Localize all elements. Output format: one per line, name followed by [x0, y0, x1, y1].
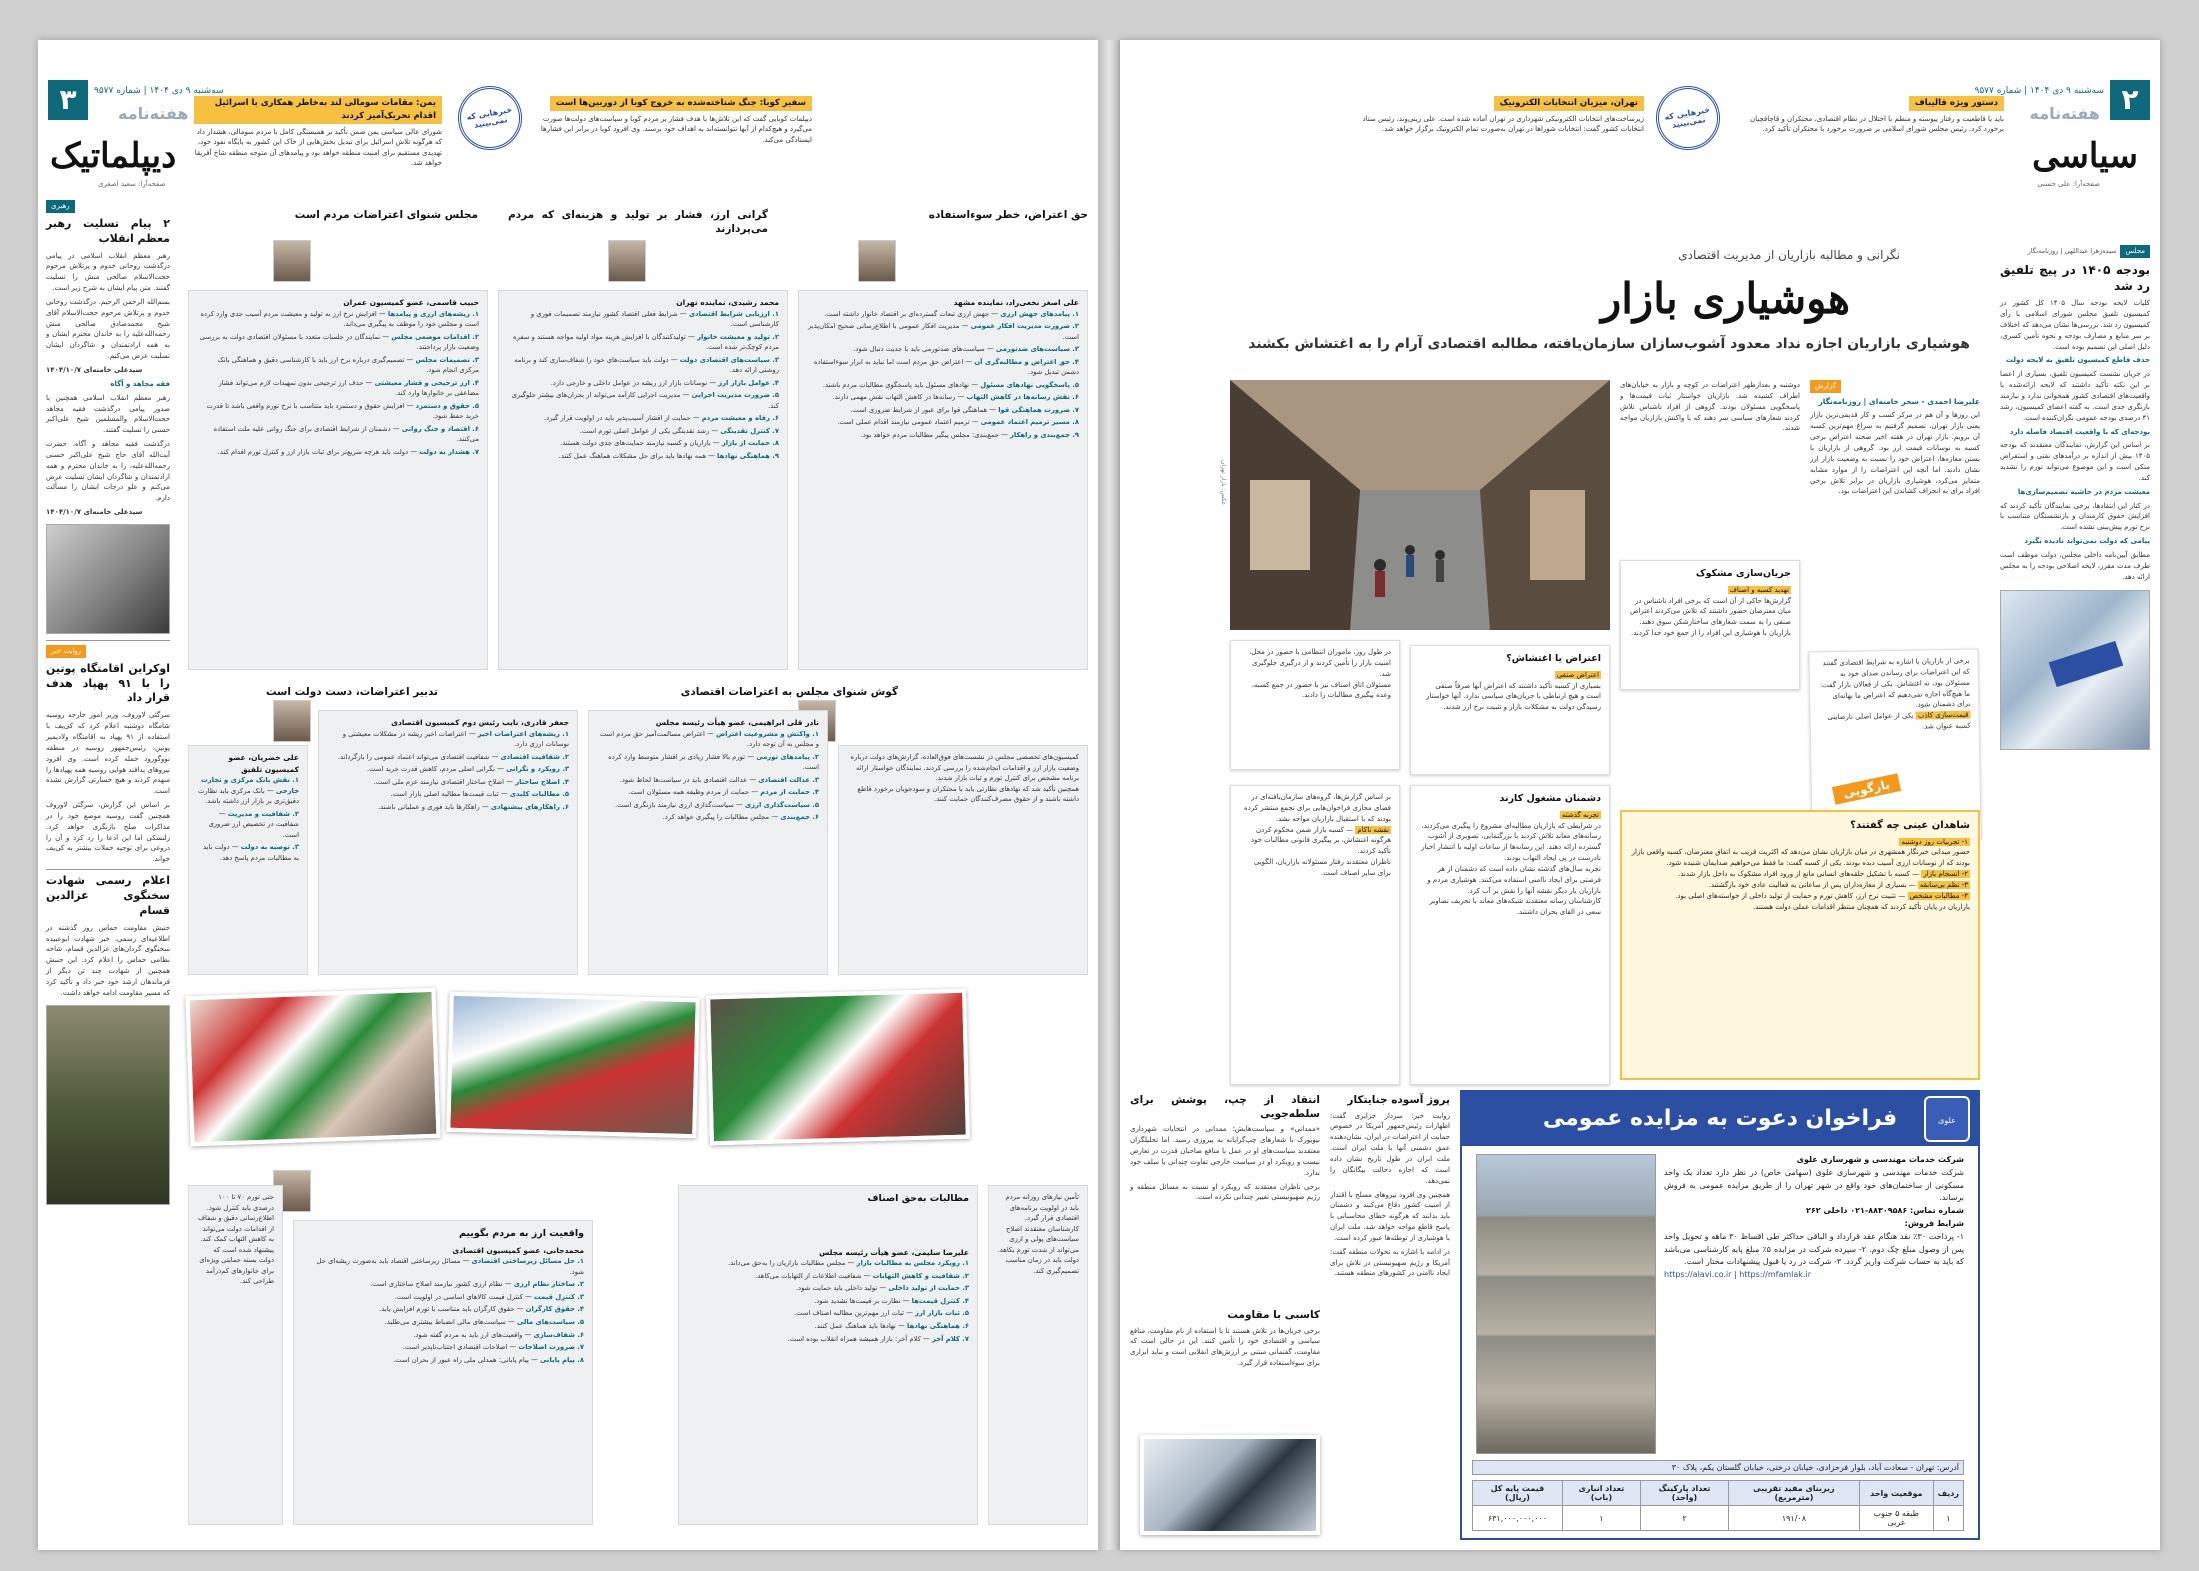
- headline-deck: هوشیاری بازاریان اجازه نداد معدود آشوب‌سازان سازمان‌یافته، مطالبه اقتصادی آرام را به اغتشاش بکشند: [1248, 336, 1970, 352]
- sidebar-title: اعلام رسمی شهادت سخنگوی عزالدین قسام: [46, 874, 170, 917]
- avatar: [273, 700, 311, 742]
- sidebar-paragraph: درگذشت فقیه مجاهد و آگاه، حضرت آیت‌الله آقای حاج شیخ علی‌اکبر حسنی رحمه‌الله‌علیه، را به خاندان محترم و همه ارادتمندان و شاگردان ایشان تسلیت عرض می‌کنم و علو درجات ایشان را مسألت دارم.: [46, 440, 170, 503]
- avatar: [273, 240, 311, 282]
- panel-item: ۳. حمایت از تولید داخلی — تولید داخلی باید حمایت شود.: [795, 1284, 969, 1293]
- table-cell: ۲: [1640, 1506, 1728, 1531]
- panel-mp-jani: [293, 1220, 593, 1525]
- stamp-icon: خبرهایی که نمی‌بینید: [1651, 81, 1725, 155]
- headline-kicker: نگرانی و مطالبه بازاریان از مدیریت اقتصادی: [1678, 248, 1900, 262]
- report-tag: گزارش: [1810, 380, 1841, 393]
- folder-icon: [2049, 641, 2124, 687]
- rally-photo: [706, 989, 970, 1146]
- panel-item: ۱. ریشه‌های ارزی و پیامدها — افزایش نرخ ارز به تولید و معیشت مردم آسیب جدی وارد کرده است و مجلس خود را موظف به پیگیری می‌داند.: [200, 309, 479, 329]
- table-header-row: [1473, 1481, 1964, 1506]
- panel-item: ۷. کلام آخر — کلام آخر: بازار همیشه همراه انقلاب بوده است.: [787, 1334, 969, 1343]
- column-body: «ممدانی» و سیاست‌هایش؛ ممدانی در انتخابات شهرداری نیویورک با شعارهای چپ‌گرایانه به پیروزی رسید. اما تحلیلگران معتقدند سیاست‌های او در عمل با منافع صاحبان قدرت در تعارض نیست و رویکرد او در سیاست خارجی تفاوت چندانی با سلف خود ندارد.: [1130, 1125, 1320, 1177]
- panel-misc: تأمین نیازهای روزانه مردم باید در اولویت برنامه‌های اقتصادی قرار گیرد. کارشناسان معتقدند اصلاح سیاست‌های پولی و ارزی می‌تواند از شدت تورم بکاهد. دولت باید در زمان مناسب تصمیم‌گیری کند.: [988, 1185, 1088, 1525]
- table-cell: ۱: [1562, 1506, 1640, 1531]
- strip-title: یمن: مقامات سومالی لند به‌خاطر همکاری با اسرائیل اقدام تحریک‌آمیز کردند: [194, 96, 442, 124]
- signature: سیدعلی خامنه‌ای ۱۴۰۴/۱۰/۷: [46, 365, 143, 374]
- mp-name: حبیب قاسمی، عضو کمیسیون عمران: [343, 298, 479, 307]
- bazaar-illustration: [1230, 380, 1610, 630]
- table-row: [1473, 1506, 1964, 1531]
- tender-table: [1472, 1480, 1964, 1531]
- strip-body: دیپلمات کوبایی گفت که این تلاش‌ها با هدف فشار بر مردم کوبا و سیاست‌های دولت‌ها صورت می‌گیرد و هیچ‌کدام از آنها نتوانسته‌اند به اهداف خود برسند. وی افزود کوبا در برابر این فشارها ایستادگی می‌کند.: [540, 114, 812, 144]
- section-brand: سیاسی: [2032, 136, 2138, 176]
- rally-photo: [446, 992, 700, 1138]
- right-page-sidebar: [1990, 245, 2160, 1125]
- headline-col-2b: [188, 682, 438, 706]
- author: علیرضا احمدی - سحر خامنه‌ای: [1868, 396, 1980, 406]
- sidebar-subtitle: پیامی که دولت نمی‌تواند نادیده بگیرد: [2024, 537, 2150, 546]
- rally-photo: [185, 988, 440, 1147]
- panel-item: ۴. عوامل بازار ارز — نوسانات بازار ارز ریشه در عوامل داخلی و خارجی دارد.: [550, 378, 779, 387]
- logo-small: هفته‌نامه: [2029, 104, 2100, 123]
- ad-terms-title: شرایط فروش:: [1904, 1218, 1964, 1228]
- panel-item: ۶. جمع‌بندی — مجلس مطالبات را پیگیری خواهد کرد.: [662, 813, 819, 822]
- panel-item: ۶. اقتصاد و جنگ روانی — دشمنان از شرایط اقتصادی برای جنگ روانی علیه ملت استفاده می‌کنند.: [213, 424, 479, 444]
- note-title: جریان‌سازی مشکوک: [1695, 568, 1791, 579]
- sidebar-paragraph: مطابق آیین‌نامه داخلی مجلس، دولت موظف است ظرف مدت مقرر، لایحه اصلاحی بودجه را به مجلس ارائه دهد.: [2000, 550, 2150, 581]
- ribbon-label: بازگویی: [1832, 773, 1901, 805]
- panel-title: مطالبات به‌حق اصناف: [867, 1193, 969, 1204]
- avatar: [858, 240, 896, 282]
- left-page-sidebar: [38, 200, 178, 1550]
- note-body: حضور میدانی خبرنگار همشهری در میان بازاریان نشان می‌دهد که اکثریت قریب به اتفاق معترضان، کسبه واقعی بازار بودند که از نوسانات ارزی آسیب دیده بودند. یکی از کسبه گفت: ما فقط می‌خواهیم صدایمان شنیده شود.: [1631, 848, 1970, 868]
- building-photo: [1476, 1154, 1656, 1454]
- headline-col-1b: [598, 682, 898, 706]
- date-line: سه‌شنبه ۹ دی ۱۴۰۴ | شماره ۹۵۷۷: [1974, 86, 2104, 96]
- page-three: [38, 40, 1098, 1550]
- note-body: بسیاری از کسبه تأکید داشتند که اعتراض آنها صرفاً صنفی است و هیچ ارتباطی با جریان‌های سیاسی ندارد. آنها خواستار رسیدگی دولت به مشکلات بازار و تثبیت نرخ ارز شدند.: [1426, 681, 1601, 712]
- panel-item: ۶. رفاه و معیشت مردم — حمایت از اقشار آسیب‌پذیر باید در اولویت قرار گیرد.: [544, 414, 779, 423]
- panel-item: ۳. رویکرد و نگرانی — نگرانی اصلی مردم، کاهش قدرت خرید است.: [366, 765, 569, 774]
- sidebar-paragraph: در جریان نشست کمیسیون تلفیق، بسیاری از اعضا بر این نکته تأکید داشتند که لایحه ارائه‌شده با واقعیت‌های اقتصادی کشور همخوانی ندارد و نیازمند بازنگری جدی است. به گفته اعضای کمیسیون، رشد ۴۱ درصدی بودجه عمومی نگران‌کننده است.: [2000, 370, 2150, 422]
- panel-item: ۳. توصیه به دولت — دولت باید به مطالبات مردم پاسخ دهد.: [202, 843, 299, 862]
- strip-title: تهران، میزبان انتخابات الکترونیک: [1494, 96, 1644, 111]
- panel-item: ۵. سیاست‌های مالی — سیاست‌های مالی انضباط بیشتری می‌طلبد.: [384, 1318, 584, 1326]
- main-headline: هوشیاری بازار: [1600, 274, 1850, 323]
- page-number-badge: ۲: [2110, 80, 2150, 120]
- ad-intro: شرکت خدمات مهندسی و شهرسازی علوی (سهامی خاص) در نظر دارد تعداد یک واحد مسکونی از ساختمان‌های خود واقع در شهر تهران را از طریق مزایده عمومی به فروش برساند.: [1664, 1167, 1964, 1203]
- note-panel: برخی از بازاریان با اشاره به شرایط اقتصادی گفتند که این اعتراضات برای رساندن صدای خود به مسئولان بود، نه اغتشاش. یکی از فعالان بازار گفت: ما هیچ‌گاه اجازه نمی‌دهیم که اعتراض ما بهانه‌ای برای دشمنان شود. قیمت‌سازی کاذب یکی از عوامل اصلی نارضایتی کسبه عنوان شد.: [1808, 649, 1981, 842]
- panel-item: ۳. سیاست‌های اقتصادی دولت — دولت باید سیاست‌های خود را شفاف‌سازی کند و برنامه روشنی ارائه دهد.: [514, 355, 779, 375]
- lead-paragraph: این روزها و آن هم در مرکز کسب و کار قدیمی‌ترین بازار یعنی بازار تهران، تصمیم گرفتیم به سراغ مهم‌ترین کسبه آن برویم. بازار تهران در هفته اخیر صحنه اعتراض برخی کسبه به نوسانات قیمت ارز بود. گروهی از بازاریان با بستن مغازه‌ها، اعتراض خود را نسبت به وضعیت بازار ارز نشان دادند. اما آنچه این اعتراضات را از موارد مشابه متمایز می‌کرد، هوشیاری بازاریان در برابر تلاش برخی افراد برای به انحراف کشاندن این اعتراضات بود.: [1810, 411, 1980, 496]
- sidebar-paragraph: بر اساس این گزارش، نمایندگان معتقدند که بودجه ۱۴۰۵ بیش از اندازه بر درآمدهای نفتی و استقراض متکی است و این موضوع می‌تواند تورم را تشدید کند.: [2000, 441, 2150, 482]
- panel-item: ۵. سیاست‌گذاری ارزی — سیاست‌گذاری ارزی نیازمند بازنگری است.: [614, 800, 819, 809]
- ad-title: فراخوان دعوت به مزایده عمومی: [1462, 1092, 1978, 1146]
- ad-company: شرکت خدمات مهندسی و شهرسازی علوی: [1796, 1155, 1964, 1164]
- table-header: تعداد انباری (باب): [1562, 1481, 1640, 1506]
- panel-item: ۲. تولید و معیشت خانوار — تولیدکنندگان با افزایش هزینه مواد اولیه مواجه هستند و سفره مردم کوچک‌تر شده است.: [513, 332, 779, 352]
- mp-name: علی خضریان، عضو کمیسیون تلفیق: [228, 753, 299, 774]
- mp-name: علی اصغر نخعی‌راد، نماینده مشهد: [953, 298, 1079, 307]
- headline-col-2: [508, 205, 768, 235]
- sidebar-paragraph: رهبر معظم انقلاب اسلامی همچنین با صدور پیامی درگذشت فقیه مجاهد حجت‌الاسلام والمسلمین شیخ علی‌اکبر حسنی را تسلیت گفتند.: [46, 393, 170, 435]
- panel-mp-ebrahimi: [588, 710, 828, 975]
- lead-paragraph: دوشنبه و بعدازظهر اعتراضات در کوچه و بازار به خیابان‌های اطراف کشیده شد. بازاریان خواستار ثبات قیمت‌ها و پاسخگویی مسئولان بودند. گروهی از افراد ناشناس تلاش کردند شعارهای سیاسی سر دهند که با واکنش بازاریان مواجه شدند.: [1620, 381, 1800, 433]
- strip-news-election: [1340, 92, 1650, 172]
- lead-column: گزارش علیرضا احمدی - سحر خامنه‌ای | روزنامه‌نگار این روزها و آن هم در مرکز کسب و کار قدیمی‌ترین بازار یعنی بازار تهران، تصمیم گرفتیم به سراغ مهم‌ترین کسبه آن برویم. بازار تهران در هفته اخیر صحنه اعتراض برخی کسبه به نوسانات قیمت ارز بود. گروهی از بازاریان با بستن مغازه‌ها، اعتراض خود را نسبت به وضعیت بازار ارز نشان دادند. اما آنچه این اعتراضات را از موارد مشابه متمایز می‌کرد، هوشیاری بازاریان در برابر تلاش برخی افراد برای به انحراف کشاندن این اعتراضات بود.: [1810, 382, 1980, 496]
- sidebar-tag: روایت خبر: [46, 645, 86, 658]
- panel-item: ۲. شفافیت و کاهش التهابات — شفافیت اطلاعات از التهابات می‌کاهد.: [755, 1271, 969, 1280]
- table-header: ردیف: [1933, 1481, 1963, 1506]
- bottom-column-left-criticism: انتقاد از چپ، پوشش برای سلطه‌جویی «ممدانی» و سیاست‌هایش؛ ممدانی در انتخابات شهرداری نیویورک با شعارهای چپ‌گرایانه به پیروزی رسید. اما تحلیلگران معتقدند سیاست‌های او در عمل با منافع صاحبان قدرت در تعارض نیست و رویکرد او در سیاست خارجی تفاوت چندانی با سلف خود ندارد. برخی ناظران معتقدند که رویکرد او نسبت به مسائل منطقه و رژیم صهیونیستی تغییر چندانی نکرده است.: [1130, 1094, 1320, 1202]
- panel-item: ۳. سیاست‌های ضدتورمی — سیاست‌های ضدتورمی باید با جدیت دنبال شود.: [853, 345, 1079, 354]
- panel-item: ۴. ارز ترجیحی و فشار معیشتی — حذف ارز ترجیحی بدون تمهیدات لازم می‌تواند فشار مضاعفی بر خانوارها وارد کند.: [218, 378, 479, 398]
- ad-address: آدرس: تهران - سعادت آباد، بلوار فرحزادی، خیابان درختی، خیابان گلستان یکم، پلاک ۳۰: [1472, 1460, 1964, 1475]
- panel-item: ۲. شفافیت و مدیریت — شفافیت در تخصیص ارز ضروری است.: [208, 809, 299, 839]
- note-panel: در طول روز، ماموران انتظامی با حضور در محل، امنیت بازار را تأمین کردند و از درگیری جلوگیری شد. مسئولان اتاق اصناف نیز با حضور در جمع کسبه، وعده پیگیری مطالبات را دادند.: [1230, 640, 1400, 770]
- lead-column-2: [1620, 380, 1800, 540]
- panel-item: ۲. شفافیت اقتصادی — شفافیت اقتصادی می‌تواند اعتماد عمومی را بازگرداند.: [337, 752, 569, 761]
- mp-name: محمد رشیدی، نماینده تهران: [676, 298, 779, 307]
- spokesman-photo: [46, 1005, 170, 1205]
- column-headline: مجلس شنوای اعتراضات مردم است: [294, 209, 478, 221]
- panel-item: ۲. ساختار نظام ارزی — نظام ارزی کشور نیازمند اصلاح ساختاری است.: [370, 1280, 584, 1289]
- avatar: [608, 240, 646, 282]
- panel-item: ۵. حقوق و دستمزد — افزایش حقوق و دستمزد باید متناسب با نرخ تورم واقعی باشد تا قدرت خرید حفظ شود.: [206, 401, 479, 421]
- sidebar-tag: رهبری: [46, 200, 75, 213]
- table-header: موقعیت واحد: [1859, 1481, 1933, 1506]
- panel-item: ۶. نقش رسانه‌ها در کاهش التهاب — رسانه‌ها در کاهش التهاب نقش مهمی دارند.: [832, 393, 1079, 402]
- panel-item: ۵. مطالبات کلیدی — ثبات قیمت‌ها مطالبه اصلی بازار است.: [390, 790, 569, 799]
- panel-item: ۶. شفاف‌سازی — واقعیت‌های ارز باید به مردم گفته شود.: [413, 1330, 584, 1339]
- note-highlight: تهدید کسبه و اصناف: [1729, 585, 1789, 594]
- note-title: شاهدان عینی چه گفتند؟: [1850, 820, 1970, 831]
- panel-mp-khezrian: [188, 745, 308, 975]
- page-editor: صفحه‌آرا: علی حسنی: [2037, 180, 2100, 188]
- panel-item: ۸. پیام پایانی — پیام پایانی: همدلی ملی راه عبور از بحران است.: [393, 1355, 584, 1364]
- sidebar-subtitle: بودجه‌ای که با واقعیت اقتصاد فاصله دارد: [2009, 427, 2150, 436]
- sidebar-paragraph: جنبش مقاومت حماس روز گذشته در اطلاعیه‌ای رسمی، خبر شهادت ابوعبیده سخنگوی گردان‌های عزالدین قسام، شاخه نظامی حماس را اعلام کرد. این جنبش همچنین از شهادت چند تن دیگر از فرماندهان ارشد خود خبر داد و تأکید کرد که مسیر مقاومت ادامه خواهد داشت.: [46, 923, 170, 997]
- bazaar-photo: [1230, 380, 1610, 630]
- panel-item: ۷. کنترل نقدینگی — رشد نقدینگی یکی از عوامل اصلی تورم است.: [579, 426, 779, 435]
- strip-body: زیرساخت‌های انتخابات الکترونیکی شهرداری در تهران آماده شده است. علی زینی‌وند، رئیس ستاد انتخابات کشور گفت: انتخابات شوراها در تهران به‌صورت تمام الکترونیک برگزار خواهد شد.: [1362, 114, 1644, 134]
- panel-item: ۵. ثبات بازار ارز — ثبات ارز مهم‌ترین مطالبه اصناف است.: [793, 1309, 969, 1318]
- strip-news-cuba: [528, 92, 818, 172]
- table-header: قیمت پایه کل (ریال): [1473, 1481, 1563, 1506]
- mp-name: علیرضا سلیمی، عضو هیأت رئیسه مجلس: [819, 1247, 969, 1257]
- panel-item: ۳. تصمیمات مجلس — تصمیم‌گیری درباره نرخ ارز باید با کارشناسی دقیق و هماهنگی بانک مرکزی انجام شود.: [217, 355, 479, 375]
- panel-item: ۶. هماهنگی نهادها — نهادها باید هماهنگ عمل کنند.: [814, 1322, 969, 1330]
- sidebar-paragraph: در کنار این انتقادها، برخی نمایندگان تأکید کردند که افزایش حقوق کارمندان و بازنشستگان متناسب با نرخ تورم پیش‌بینی نشده است.: [2000, 501, 2150, 532]
- panel-item: ۱. ارزیابی شرایط اقتصادی — شرایط فعلی اقتصاد کشور نیازمند تصمیمات فوری و کارشناسی است.: [530, 309, 779, 329]
- panel-item: ۴. اصلاح ساختار — اصلاح ساختار اقتصادی نیازمند عزم ملی است.: [373, 777, 569, 786]
- note-eyewitnesses: شاهدان عینی چه گفتند؟ ۱- تجربیات روز دوشنبه حضور میدانی خبرنگار همشهری در میان بازاریان نشان می‌دهد که اکثریت قریب به اتفاق معترضان، کسبه واقعی بازار بودند که از نوسانات ارزی آسیب دیده بودند. یکی از کسبه گفت: ما فقط می‌خواهیم صدایمان شنیده شود. ۲- انسجام بازار — کسبه با تشکیل حلقه‌های انسانی مانع از ورود افراد مشکوک به داخل بازار شدند. ۳- نظم بی‌سابقه — بسیاری از مغازه‌داران پس از ساعاتی به فعالیت عادی خود بازگشتند. ۴- مطالبات مشخص — تثبیت نرخ ارز، کاهش تورم و حمایت از تولید داخلی از خواسته‌های اصلی بود. بازاریان در پایان تأکید کردند که همچنان منتظر اقدامات عملی دولت هستند.: [1620, 810, 1980, 1080]
- sidebar-subtitle: فقه مجاهد و آگاه: [110, 379, 170, 388]
- panel-item: ۳. کنترل قیمت — کنترل قیمت کالاهای اساسی در اولویت است.: [394, 1292, 584, 1301]
- strip-news-qalibaf: [1730, 92, 2010, 172]
- column-headline: گوش شنوای مجلس به اعتراضات اقتصادی: [680, 686, 898, 698]
- panel-item: ۵. ضرورت مدیریت اجرایی — مدیریت اجرایی کارآمد می‌تواند از بحران‌های بیشتر جلوگیری کند.: [511, 391, 779, 410]
- column-headline: تدبیر اعتراضات، دست دولت است: [265, 686, 438, 698]
- panel-item: ۹. جمع‌بندی و راهکار — جمع‌بندی: مجلس پیگیر مطالبات مردم خواهد بود.: [860, 430, 1079, 439]
- column-headline: پروژ آسوده جنایتکار: [1347, 1094, 1450, 1106]
- sidebar-paragraph: سرگئی لاوروف، وزیر امور خارجه روسیه شامگاه دوشنبه اعلام کرد که کی‌یف با استفاده از ۹۱ پهپاد به اقامتگاه ولادیمیر پوتین، رئیس‌جمهور روسیه در منطقه نووگورود حمله کرده است. وی افزود نیروهای پدافند هوایی روسیه همه پهپادها را منهدم کردند و هیچ خسارتی گزارش نشده است.: [46, 711, 170, 796]
- leader-photo: [46, 524, 170, 634]
- panel-item: ۴. حق اعتراض و مطالبه‌گری آن — اعتراض حق مردم است اما نباید به ابزار سوءاستفاده دشمن تبدیل شود.: [813, 357, 1079, 377]
- note-highlight: تجربه گذشته: [1562, 810, 1599, 819]
- mp-name: جعفر قادری، نایب رئیس دوم کمیسیون اقتصادی: [391, 718, 569, 727]
- panel-item: ۸. مسیر ترمیم اعتماد عمومی — ترمیم اعتماد عمومی نیازمند اقدام عملی است.: [837, 418, 1079, 427]
- panel-item: ۸. حمایت از بازار — بازاریان و کسبه نیازمند حمایت‌های جدی دولت هستند.: [560, 439, 779, 448]
- ad-website-link[interactable]: https://alavi.co.ir | https://mfamlak.ir: [1664, 1270, 1811, 1280]
- column-headline: کاسبی با مقاومت: [1227, 1309, 1320, 1321]
- panel-item: ۹. هماهنگی نهادها — همه نهادها باید برای حل مشکلات هماهنگ عمل کنند.: [558, 452, 779, 460]
- ad-body: [1664, 1154, 1964, 1454]
- note-body: در شرایطی که بازاریان مطالبه‌ای مشروع را پیگیری می‌کردند، رسانه‌های معاند تلاش کردند با بزرگنمایی، تصویری از آشوب گسترده ارائه دهند. این رسانه‌ها از ساعات اولیه با انتشار اخبار نادرست در پی ایجاد التهاب بودند.: [1421, 821, 1601, 863]
- sidebar-subtitle: معیشت مردم در حاشیه تصمیم‌سازی‌ها: [2017, 487, 2150, 496]
- author-role: روزنامه‌نگار: [1818, 396, 1861, 406]
- panel-item: ۶. راهکارهای پیشنهادی — راهکارها باید فوری و عملیاتی باشند.: [378, 802, 569, 811]
- table-cell: ۱۹۱/۰۸: [1729, 1506, 1860, 1531]
- panel-item: ۱. پیامدهای جهش ارزی — جهش ارزی تبعات گسترده‌ای بر اقتصاد خانوار داشته است.: [824, 309, 1079, 318]
- note-panel: بر اساس گزارش‌ها، گروه‌های سازمان‌یافته‌ای در فضای مجازی فراخوان‌هایی برای تجمع منتشر کرده بودند که با استقبال بازاریان مواجه نشد. نقشه ناکام — کسبه بازار ضمن محکوم کردن هرگونه اغتشاش، بر پیگیری قانونی مطالبات خود تأکید کردند. ناظران معتقدند رفتار مسئولانه بازاریان، الگویی برای سایر اصناف است.: [1230, 785, 1400, 1085]
- sidebar-paragraph: بسم‌الله الرحمن الرحیم. درگذشت روحانی خدوم و پرتلاش مرحوم حجت‌الاسلام آقای شیخ محمدصادق صالحی منش رحمه‌الله‌علیه را به خاندان محترم ایشان و به همه ارادتمندان و شاگردان ایشان تسلیت عرض می‌کنم.: [46, 297, 170, 361]
- table-cell: ۶۳۱,۰۰۰,۰۰۰,۰۰۰: [1473, 1506, 1563, 1531]
- panel-mp-rashidi: [498, 290, 788, 670]
- strip-body: شورای عالی سیاسی یمن ضمن تأکید بر همبستگی کامل با مردم سومالی، هشدار داد که هرگونه تلاش اسرائیل برای تبدیل بخش‌هایی از خاک این کشور به پایگاه نفوذ خود، تهدیدی مستقیم برای امنیت منطقه خواهد بود و پیامدهای آن متوجه منطقه شاخ آفریقا خواهد شد.: [194, 127, 442, 167]
- reporter: سیده‌زهرا عبداللهی | روزنامه‌نگار: [2027, 247, 2117, 256]
- sidebar-title: بودجه ۱۴۰۵ در پیچ تلفیق رد شد: [2000, 262, 2150, 294]
- note-highlight: ۱- تجربیات روز دوشنبه: [1901, 837, 1968, 846]
- panel-item: ۱. واکنش و مشروعیت اعتراض — اعتراض مسالمت‌آمیز حق مردم است و مجلس به آن توجه دارد.: [599, 729, 819, 749]
- bottom-column-prisoner: پروژ آسوده جنایتکار روایت خبر: سردار جزایری گفت: اظهارات رئیس‌جمهور آمریکا در خصوص حمایت از اعتراضات در ایران، نشان‌دهنده عمق دشمنی آنها با ملت ایران است. ملت ایران در طول تاریخ نشان داده است که اجازه دخالت بیگانگان را نمی‌دهد. همچنین وی افزود نیروهای مسلح با اقتدار از امنیت کشور دفاع می‌کنند و دشمنان باید بدانند که هرگونه خطای محاسباتی با پاسخ قاطع مواجه خواهد شد. ملت ایران با هوشیاری از توطئه‌ها عبور کرده است. در ادامه با اشاره به تحولات منطقه گفت: آمریکا و رژیم صهیونیستی در تلاش برای ایجاد ناامنی در کشورهای منطقه هستند.: [1330, 1094, 1450, 1278]
- panel-item: ۱. ریشه‌های اعتراضات اخیر — اعتراضات اخیر ریشه در مشکلات معیشتی و نوسانات ارزی دارد.: [342, 729, 569, 749]
- panel-item: ۳. عدالت اقتصادی — عدالت اقتصادی باید در سیاست‌ها لحاظ شود.: [619, 775, 819, 784]
- section-brand: دیپلماتیک: [50, 136, 177, 176]
- sidebar-tag: مجلس: [2120, 245, 2150, 258]
- note-suspicious-flow: [1620, 560, 1800, 690]
- note-highlight: اعتراض صنفی: [1556, 670, 1599, 679]
- sidebar-title: اوکراین اقامتگاه پوتین را با ۹۱ پهپاد هدف قرار داد: [46, 661, 170, 705]
- logo-small: هفته‌نامه: [118, 104, 189, 123]
- sidebar-subtitle: حذف قاطع کمیسیون تلفیق به لایحه دولت: [2005, 356, 2150, 365]
- date-line: سه‌شنبه ۹ دی ۱۴۰۴ | شماره ۹۵۷۷: [94, 86, 224, 96]
- panel-item: ۱. نقش بانک مرکزی و تجارت خارجی — بانک مرکزی باید نظارت دقیق‌تری بر بازار ارز داشته باشد.: [197, 776, 299, 806]
- panel-misc: حتی تورم ۷۰ تا ۱۰۰ درصدی باید کنترل شود. اطلاع‌رسانی دقیق و شفاف از اقدامات دولت می‌تواند به کاهش التهاب کمک کند. پیشنهاد شده است که دولت بسته حمایتی ویژه‌ای برای خانوارهای کم‌درآمد طراحی کند.: [188, 1185, 283, 1525]
- panel-mp-qaderi: [318, 710, 578, 975]
- table-cell: ۱: [1933, 1506, 1963, 1531]
- signature: سیدعلی خامنه‌ای ۱۴۰۴/۱۰/۷: [46, 508, 143, 517]
- column-photo: [1140, 1435, 1320, 1535]
- panel-item: ۷. ضرورت اصلاحات — اصلاحات اقتصادی اجتناب‌ناپذیر است.: [402, 1343, 584, 1352]
- panel-item: ۷. هشدار به دولت — دولت باید هرچه سریع‌تر برای ثبات بازار ارز و کنترل تورم اقدام کند.: [217, 448, 479, 456]
- column-headline: حق اعتراض، خطر سوءاستفاده: [928, 209, 1088, 221]
- budget-photo: [2000, 590, 2150, 750]
- panel-item: ۲. اقدامات موضعی مجلس — نمایندگان در جلسات متعدد با مسئولان اقتصادی دولت به بررسی وضعیت بازار پرداختند.: [199, 332, 479, 352]
- sidebar-paragraph: رهبر معظم انقلاب اسلامی در پیامی درگذشت روحانی خدوم و پرتلاش مرحوم حجت‌الاسلام صالحی منش را تسلیت گفتند. متن پیام ایشان به شرح زیر است.: [46, 251, 170, 293]
- panel-mp-salimi: [678, 1185, 978, 1525]
- sidebar-paragraph: بر اساس این گزارش، سرگئی لاوروف همچنین گفت روسیه موضع خود را در مذاکرات صلح بازنگری خواهد کرد. زلنسکی اما این ادعا را رد کرد و آن را دروغی برای توجیه حملات بیشتر به کی‌یف خواند.: [46, 801, 170, 864]
- column-headline: گرانی ارز، فشار بر تولید و هزینه‌ای که مردم می‌پردازند: [508, 209, 768, 235]
- note-body: گزارش‌ها حاکی از آن است که برخی افراد ناشناس در میان معترضان حضور داشتند که تلاش می‌کردند اعتراض صنفی را به سمت شعارهای ساختارشکن سوق دهند. بازاریان با هوشیاری این افراد را از جمع خود جدا کردند.: [1629, 596, 1791, 638]
- panel-item: ۴. حمایت از مردم — حمایت از مردم وظیفه همه مسئولان است.: [628, 788, 819, 797]
- note-enemies-working: دشمنان مشغول کارند تجربه گذشته در شرایطی که بازاریان مطالبه‌ای مشروع را پیگیری می‌کردند، رسانه‌های معاند تلاش کردند با بزرگنمایی، تصویری از آشوب گسترده ارائه دهند. این رسانه‌ها از ساعات اولیه با انتشار اخبار نادرست در پی ایجاد التهاب بودند. تجربه سال‌های گذشته نشان داده است که دشمنان از هر فرصتی برای ایجاد ناامنی استفاده می‌کنند. هوشیاری مردم و بازاریان بار دیگر نقشه آنها را نقش بر آب کرد. کارشناسان رسانه معتقدند شبکه‌های معاند با تحریف تصاویر سعی در القای بحران داشتند.: [1410, 785, 1610, 1085]
- ad-phone: شماره تماس: ۸۸۳۰۹۵۸۶-۰۲۱ داخلی ۲۶۲: [1806, 1206, 1964, 1216]
- photo-caption: عکس: بازار تهران: [1220, 460, 1227, 506]
- panel-item: ۴. کنترل قیمت‌ها — نظارت بر قیمت‌ها تشدید شود.: [814, 1296, 969, 1305]
- page-editor: صفحه‌آرا: سعید اصغری: [98, 180, 166, 188]
- panel-mp-qasemi: [188, 290, 488, 670]
- panel-item: ۵. پاسخگویی نهادهای مسئول — نهادهای مسئول باید پاسخگوی مطالبات مردم باشند.: [822, 380, 1079, 389]
- column-body: برخی جریان‌ها در تلاش هستند تا با استفاده از نام مقاومت، منافع سیاسی و اقتصادی خود را تأمین کنند. این در حالی است که مقاومت، گفتمانی مبتنی بر ارزش‌های انقلابی است و نباید ابزاری برای سوءاستفاده قرار گیرد.: [1130, 1326, 1320, 1368]
- panel-item: ۲. پیامدهای تورمی — تورم بالا فشار زیادی بر اقشار متوسط وارد کرده است.: [608, 752, 819, 772]
- headline-col-3: [188, 205, 478, 235]
- page-two: [1120, 40, 2160, 1550]
- page-number-badge: ۳: [48, 80, 88, 120]
- page-gutter: [1098, 40, 1120, 1550]
- bottom-column-resistance: [1130, 1305, 1320, 1425]
- strip-title: سفیر کوبا: جنگ شناخته‌شده به خروج کوبا از دوربین‌ها است: [550, 96, 812, 111]
- panel-item: ۲. ضرورت مدیریت افکار عمومی — مدیریت افکار عمومی با اطلاع‌رسانی صحیح امکان‌پذیر است.: [808, 322, 1079, 341]
- panel-item: ۱. حل مسائل زیرساختی اقتصادی — مسائل زیرساختی اقتصاد باید به‌صورت ریشه‌ای حل شود.: [316, 1257, 584, 1276]
- company-logo-icon: علوی: [1924, 1096, 1970, 1142]
- strip-body: باید با قاطعیت و رفتار پیوسته و منظم با اختلال در نظام اقتصادی، محتکران و قاچاقچیان برخورد کرد. رئیس مجلس شورای اسلامی بر ضرورت برخورد با محتکران تأکید کرد.: [1750, 114, 2004, 134]
- column-headline: انتقاد از چپ، پوشش برای سلطه‌جویی: [1130, 1094, 1320, 1120]
- panel-mp-nakhaei: [798, 290, 1088, 670]
- table-header: زیربنای مفید تقریبی (مترمربع): [1729, 1481, 1860, 1506]
- table-header: تعداد پارکینگ (واحد): [1640, 1481, 1728, 1506]
- strip-news-yemen: [188, 92, 448, 172]
- note-title: اعتراض یا اغتشاش؟: [1506, 653, 1601, 664]
- table-cell: طبقه ۵ جنوب غربی: [1859, 1506, 1933, 1531]
- mp-name: نادر قلی ابراهیمی، عضو هیأت رئیسه مجلس: [655, 718, 819, 727]
- panel-misc: کمیسیون‌های تخصصی مجلس در نشست‌های فوق‌العاده، گزارش‌های دولت درباره وضعیت بازار ارز و اقدامات انجام‌شده را بررسی کردند. نمایندگان خواستار ارائه برنامه مشخص برای کنترل تورم و ثبات بازار شدند. همچنین تأکید شد که نهادهای نظارتی باید با محتکران و سودجویان برخورد قاطع داشته باشند و از حقوق مصرف‌کنندگان حمایت کنند.: [838, 745, 1088, 975]
- panel-title: واقعیت ارز به مردم بگوییم: [458, 1228, 584, 1239]
- note-title: دشمنان مشغول کارند: [1499, 793, 1601, 804]
- ad-terms: ۱- پرداخت ۳۰٪ نقد هنگام عقد قرارداد و الباقی حداکثر طی اقساط ۳۰ ماهه و تحویل واحد پس از وصول مبلغ چک دوم. ۲- سپرده شرکت در مزایده ۵٪ مبلغ پایه کارشناسی می‌باشد که باید به حساب شرکت واریز گردد. ۳- شرکت در رد یا قبول پیشنهادات مختار است.: [1664, 1231, 1964, 1267]
- sidebar-paragraph: کلیات لایحه بودجه سال ۱۴۰۵ کل کشور در کمیسیون تلفیق مجلس شورای اسلامی با رأی کمیسیون رد شد. بررسی‌ها نشان می‌دهد که اختلاف بر سر منابع و مصارف بودجه و نحوه تأمین کسری، دلیل اصلی این تصمیم بوده است.: [2000, 299, 2150, 351]
- stamp-icon: خبرهایی که نمی‌بینید: [453, 81, 527, 155]
- panel-item: ۱. رویکرد مجلس به مطالبات بازار — مجلس مطالبات بازاریان را به‌حق می‌داند.: [728, 1259, 969, 1268]
- sidebar-title: ۲ پیام تسلیت رهبر معظم انقلاب: [46, 216, 170, 245]
- strip-title: دستور ویژه قالیباف: [1909, 96, 2004, 111]
- tender-advertisement: [1460, 1090, 1980, 1540]
- panel-item: ۷. ضرورت هماهنگی قوا — هماهنگی قوا برای عبور از شرایط ضروری است.: [850, 405, 1079, 414]
- panel-item: ۴. حقوق کارگران — حقوق کارگران باید متناسب با تورم افزایش یابد.: [379, 1305, 584, 1314]
- headline-col-1: [818, 205, 1088, 235]
- mp-name: محمدجانی، عضو کمیسیون اقتصادی: [452, 1245, 584, 1255]
- column-body: روایت خبر: سردار جزایری گفت: اظهارات رئیس‌جمهور آمریکا در خصوص حمایت از اعتراضات در ایران، نشان‌دهنده عمق دشمنی آنها با ملت ایران است. ملت ایران در طول تاریخ نشان داده است که اجازه دخالت بیگانگان را نمی‌دهد.: [1330, 1111, 1450, 1185]
- note-protest-or-riot: [1410, 645, 1610, 775]
